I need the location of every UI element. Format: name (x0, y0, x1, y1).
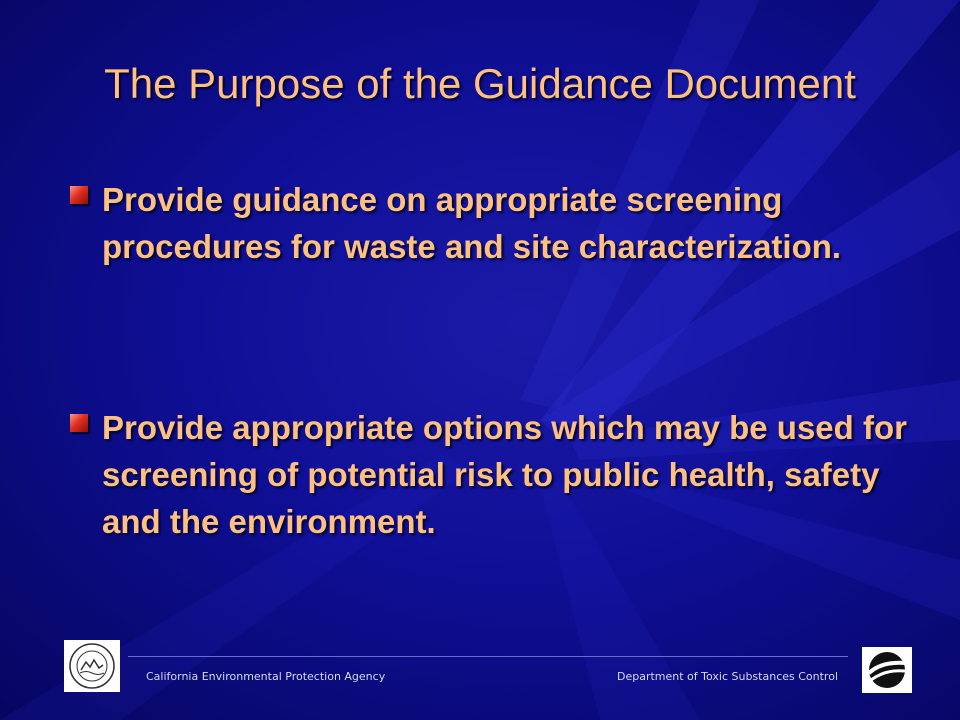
state-seal-logo (64, 640, 120, 692)
dtsc-logo (862, 647, 912, 693)
bullet-text: Provide appropriate options which may be used for screening of potential risk to public health, safety and the environment. (102, 409, 907, 540)
footer-divider (128, 656, 848, 657)
bullet-text: Provide guidance on appropriate screening procedures for waste and site characterization. (102, 181, 842, 265)
footer-agency-left: California Environmental Protection Agency (146, 670, 386, 683)
bullet-item (70, 176, 910, 270)
bullet-item (70, 404, 910, 545)
footer-agency-right: Department of Toxic Substances Control (616, 670, 838, 683)
red-square-bullet-icon (70, 186, 88, 204)
red-square-bullet-icon (70, 414, 88, 432)
slide-title: The Purpose of the Guidance Document (104, 60, 856, 107)
